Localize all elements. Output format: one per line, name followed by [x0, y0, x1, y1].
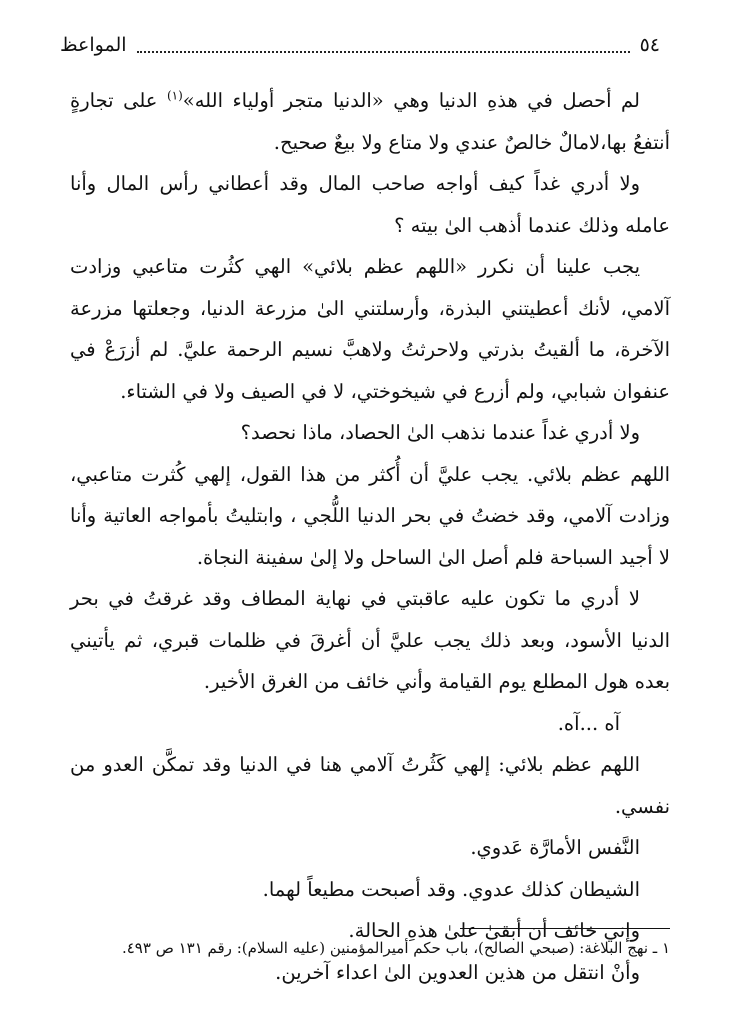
- page-number: ٥٤: [639, 34, 660, 56]
- paragraph: اللهم عظم بلائي. يجب عليَّ أن أُكثر من هذا القول، إلهي كُثرت متاعبي، وزادت آلامي، وقد خضتُ في بحر الدنيا اللُّجي ، وابتليتُ بأمواجه العاتية وأنا لا أجيد السباحة فلم أصل الىٰ الساحل ولا إلىٰ سفينة النجاة.: [70, 462, 670, 569]
- leader-dots: [137, 37, 630, 53]
- paragraph: يجب علينا أن نكرر «اللهم عظم بلائي» الهي كثُرت متاعبي وزادت آلامي، لأنك أعطيتني البذرة، وأرسلتني الىٰ مزرعة الدنيا، وجعلتها مزرعة الآخرة، ما ألقيتُ بذرتي ولاحرثتُ ولاهبَّ نسيم الرحمة عليَّ. لم أزرَعْ في عنفوان شبابي، ولم أزرع في شيخوختي، لا في الصيف ولا في الشتاء.: [70, 255, 670, 403]
- paragraph: آه ...آه.: [557, 711, 620, 735]
- paragraph-text: لم أحصل في هذهِ الدنيا وهي «الدنيا متجر أولياء الله»: [182, 89, 640, 112]
- paragraph: اللهم عظم بلائي: إلهي كَثُرتُ آلامي هنا في الدنيا وقد تمكَّن العدو من نفسي.: [70, 753, 670, 818]
- running-header: [60, 30, 660, 60]
- paragraph: وإني خائف أن أبقىٰ علىٰ هذهِ الحالة.: [348, 919, 640, 942]
- footnote-rule: [460, 928, 670, 929]
- paragraph: وأنْ انتقل من هذين العدوين الىٰ اعداء آخرين.: [275, 960, 640, 984]
- footnote-reference: (١): [166, 88, 183, 103]
- paragraph: [70, 80, 670, 163]
- paragraph: الشيطان كذلك عدوي. وقد أصبحت مطيعاً لهما.: [262, 877, 640, 901]
- paragraph: ولا أدري غداً كيف أواجه صاحب المال وقد أعطاني رأس المال وأنا عامله وذلك عندما أذهب الىٰ بيته ؟: [70, 172, 670, 237]
- footnote: ١ ـ نهج البلاغة: (صبحي الصالح)، باب حكم أميرالمؤمنين (عليه السلام): رقم ١٣١ ص ٤٩٣.: [121, 939, 670, 957]
- paragraph: النَّفس الأمارَّة عَدوي.: [470, 836, 640, 859]
- paragraph-text: على تجارةٍ أنتفعُ بها،لامالٌ خالصٌ عندي ولا متاع ولا بيعٌ صحيح.: [70, 89, 670, 154]
- paragraph: ولا أدري غداً عندما نذهب الىٰ الحصاد، ماذا نحصد؟: [240, 421, 640, 444]
- running-title: المواعظ: [60, 34, 127, 56]
- body-text: [70, 80, 670, 993]
- paragraph: لا أدري ما تكون عليه عاقبتي في نهاية المطاف وقد غرقتُ في بحر الدنيا الأسود، وبعد ذلك يجب عليَّ أن أغرقَ في ظلمات قبري، ثم يأتيني بعده هول المطلع يوم القيامة وأني خائف من الغرق الأخير.: [70, 587, 670, 693]
